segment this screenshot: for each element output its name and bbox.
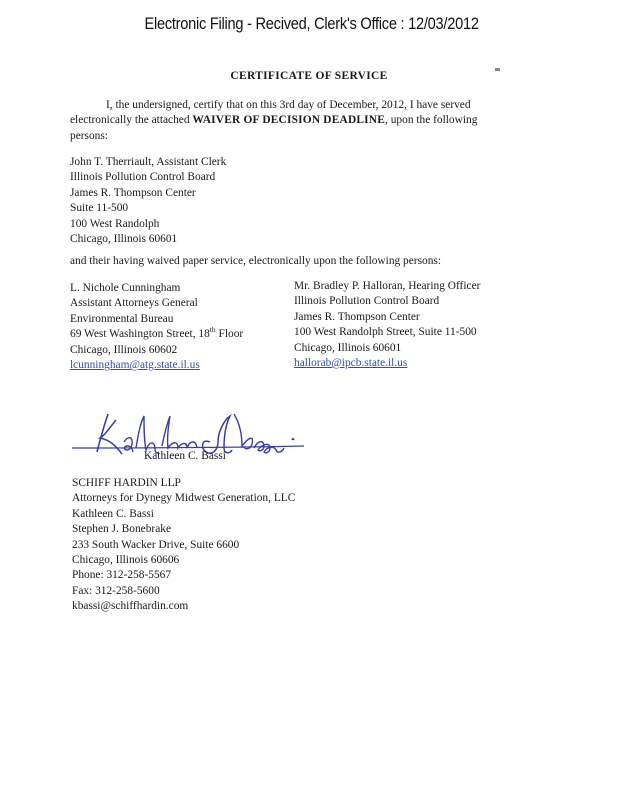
- firm-contact-block: [72, 476, 295, 615]
- recipient-line: Illinois Pollution Control Board: [70, 171, 216, 184]
- service-right-name: Mr. Bradley P. Halloran, Hearing Officer: [294, 280, 481, 292]
- intro-document-name: WAIVER OF DECISION DEADLINE: [192, 114, 386, 127]
- service-left-city: Chicago, Illinois 60602: [70, 343, 178, 356]
- service-right-email-link[interactable]: hallorab@ipcb.state.il.us: [294, 357, 408, 370]
- intro-text-end: , upon the following persons:: [70, 114, 478, 142]
- firm-line: Kathleen C. Bassi: [72, 507, 154, 520]
- service-right-block: [294, 279, 480, 371]
- service-left-block: [70, 281, 243, 373]
- service-left-street: 69 West Washington Street, 18th Floor: [70, 325, 244, 341]
- firm-email[interactable]: kbassi@schiffhardin.com: [72, 600, 189, 613]
- firm-line: SCHIFF HARDIN LLP: [72, 477, 181, 489]
- firm-line: Attorneys for Dynegy Midwest Generation, LLC: [72, 492, 296, 505]
- service-right-building: James R. Thompson Center: [294, 310, 420, 323]
- service-right-street: 100 West Randolph Street, Suite 11-500: [294, 326, 477, 339]
- service-right-city: Chicago, Illinois 60601: [294, 341, 402, 354]
- recipient-line: James R. Thompson Center: [70, 186, 196, 199]
- recipient-line: Chicago, Illinois 60601: [70, 233, 178, 246]
- firm-line: Phone: 312-258-5567: [72, 569, 172, 582]
- service-left-name: L. Nichole Cunningham: [70, 282, 181, 294]
- service-left-email-link[interactable]: lcunningham@atg.state.il.us: [70, 359, 200, 372]
- recipient-address-block: [70, 155, 226, 247]
- service-left-org: Environmental Bureau: [70, 312, 174, 325]
- firm-line: Fax: 312-258-5600: [72, 584, 160, 597]
- signer-printed-name: Kathleen C. Bassi: [144, 450, 226, 462]
- document-title: CERTIFICATE OF SERVICE: [230, 70, 388, 82]
- service-left-title: Assistant Attorneys General: [70, 297, 198, 310]
- firm-line: Stephen J. Bonebrake: [72, 523, 172, 536]
- firm-line: Chicago, Illinois 60606: [72, 554, 180, 567]
- filing-stamp: Electronic Filing - Recived, Clerk's Office : 12/03/2012: [144, 14, 479, 33]
- service-right-org: Illinois Pollution Control Board: [294, 295, 440, 308]
- intro-paragraph: [70, 98, 510, 144]
- waived-service-text: and their having waived paper service, electronically upon the following persons:: [70, 255, 442, 267]
- recipient-line: 100 West Randolph: [70, 217, 160, 230]
- firm-line: 233 South Wacker Drive, Suite 6600: [72, 538, 240, 551]
- recipient-line: Suite 11-500: [70, 202, 129, 215]
- recipient-line: John T. Therriault, Assistant Clerk: [70, 156, 227, 168]
- intro-text-start: I, the undersigned, certify that on this 3rd day of December, 2012, I have served electronically the attached: [70, 99, 471, 127]
